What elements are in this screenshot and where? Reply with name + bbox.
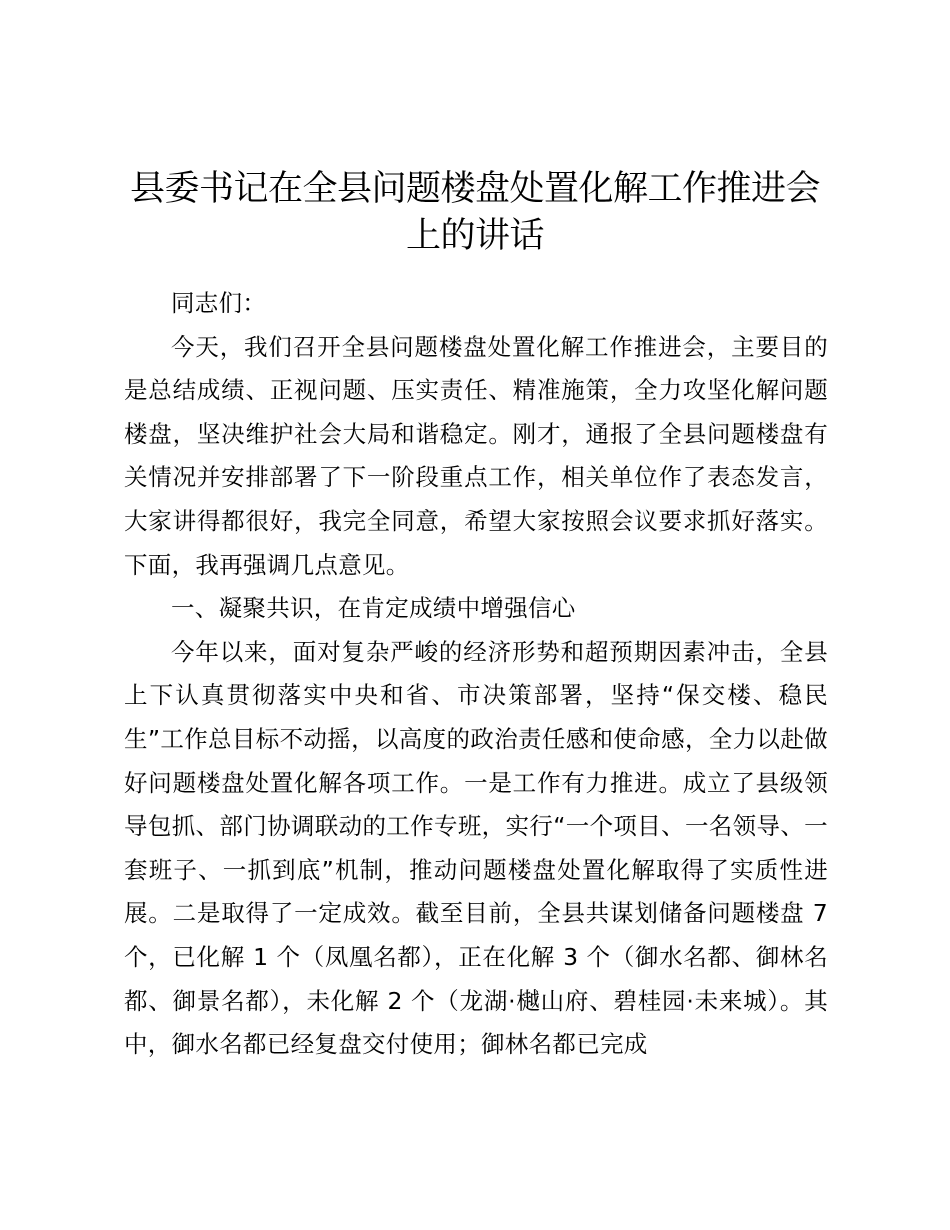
title-line-1: 县委书记在全县问题楼盘处置化解工作推进会 [129, 169, 820, 209]
document-title [110, 166, 840, 260]
salutation: 同志们： [171, 289, 267, 317]
title-line-2: 上的讲话 [405, 216, 544, 256]
section-heading-1: 一、凝聚共识，在肯定成绩中增强信心 [171, 594, 576, 623]
document-body [124, 282, 828, 1067]
paragraph-opening: 今天，我们召开全县问题楼盘处置化解工作推进会，主要目的是总结成绩、正视问题、压实责任、精准施策，全力攻坚化解问题楼盘，坚决维护社会大局和谐稳定。刚才，通报了全县问题楼盘有关情况并安排部署了下一阶段重点工作，相关单位作了表态发言，大家讲得都很好，我完全同意，希望大家按照会议要求抓好落实。下面，我再强调几点意见。 [124, 332, 828, 579]
paragraph-achievements: 今年以来，面对复杂严峻的经济形势和超预期因素冲击，全县上下认真贯彻落实中央和省、市决策部署，坚持“保交楼、稳民生”工作总目标不动摇，以高度的政治责任感和使命感，全力以赴做好问题楼盘处置化解各项工作。一是工作有力推进。成立了县级领导包抓、部门协调联动的工作专班，实行“一个项目、一名领导、一套班子、一抓到底”机制，推动问题楼盘处置化解取得了实质性进展。二是取得了一定成效。截至目前，全县共谋划储备问题楼盘 7 个，已化解 1 个（凤凰名都），正在化解 3 个（御水名都、御林名都、御景名都），未化解 2 个（龙湖·樾山府、碧桂园·未来城）。其中，御水名都已经复盘交付使用；御林名都已完成 [124, 637, 828, 1059]
